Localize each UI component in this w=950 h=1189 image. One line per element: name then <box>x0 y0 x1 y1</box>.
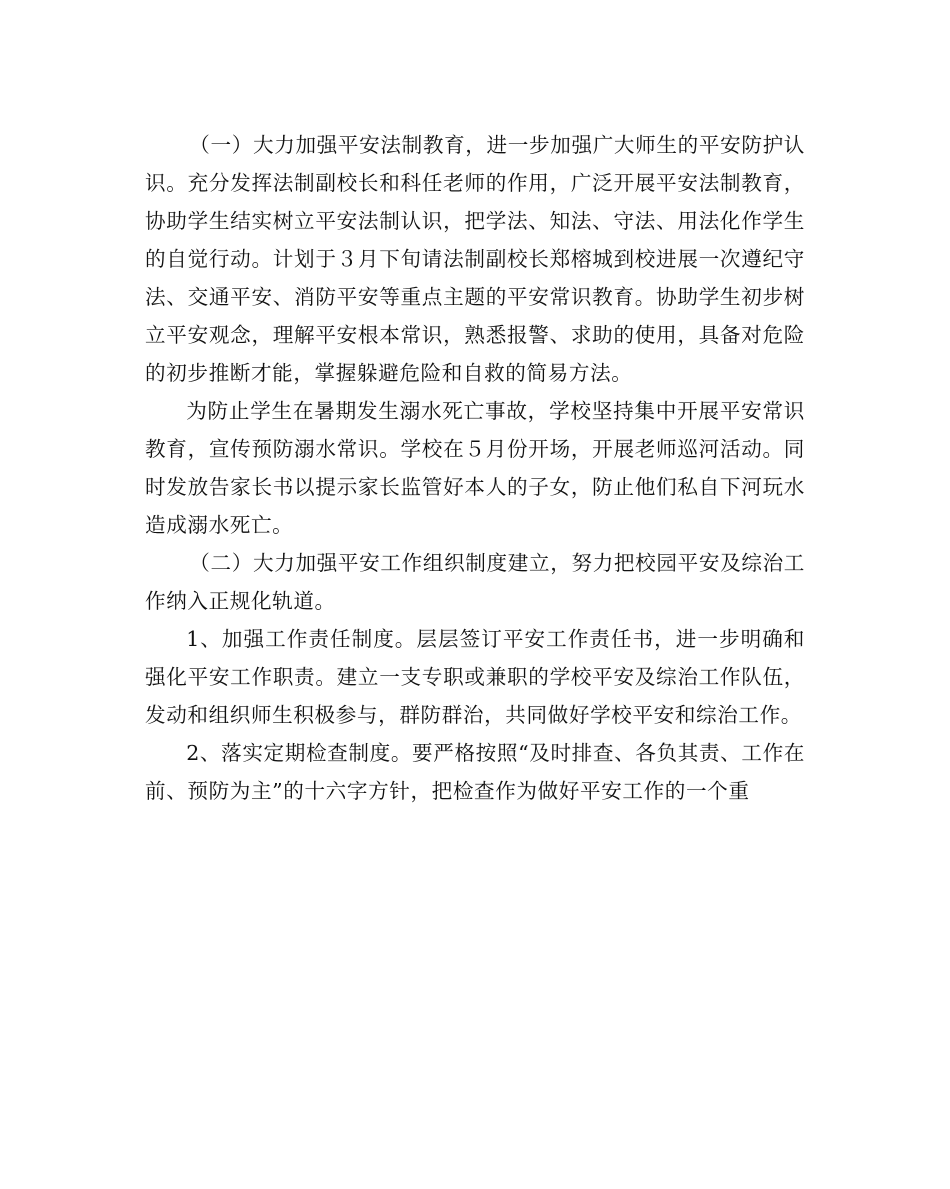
paragraph-2: 为防止学生在暑期发生溺水死亡事故，学校坚持集中开展平安常识教育，宣传预防溺水常识。学校在５月份开场，开展老师巡河活动。同时发放告家长书以提示家长监管好本人的子女，防止他们私自下河玩水造成溺水死亡。 <box>145 399 805 537</box>
document-body <box>145 126 805 810</box>
paragraph-3: （二）大力加强平安工作组织制度建立，努力把校园平安及综治工作纳入正规化轨道。 <box>145 551 805 613</box>
paragraph-4: 1、加强工作责任制度。层层签订平安工作责任书，进一步明确和强化平安工作职责。建立一支专职或兼职的学校平安及综治工作队伍，发动和组织师生积极参与，群防群治，共同做好学校平安和综治工作。 <box>145 627 805 727</box>
paragraph-1: （一）大力加强平安法制教育，进一步加强广大师生的平安防护认识。充分发挥法制副校长和科任老师的作用，广泛开展平安法制教育，协助学生结实树立平安法制认识，把学法、知法、守法、用法化作学生的自觉行动。计划于３月下旬请法制副校长郑榕城到校进展一次遵纪守法、交通平安、消防平安等重点主题的平安常识教育。协助学生初步树立平安观念，理解平安根本常识，熟悉报警、求助的使用，具备对危险的初步推断才能，掌握躲避危险和自救的简易方法。 <box>145 133 805 385</box>
paragraph-5: 2、落实定期检查制度。要严格按照“及时排查、各负其责、工作在前、预防为主”的十六字方针，把检查作为做好平安工作的一个重 <box>145 741 805 803</box>
